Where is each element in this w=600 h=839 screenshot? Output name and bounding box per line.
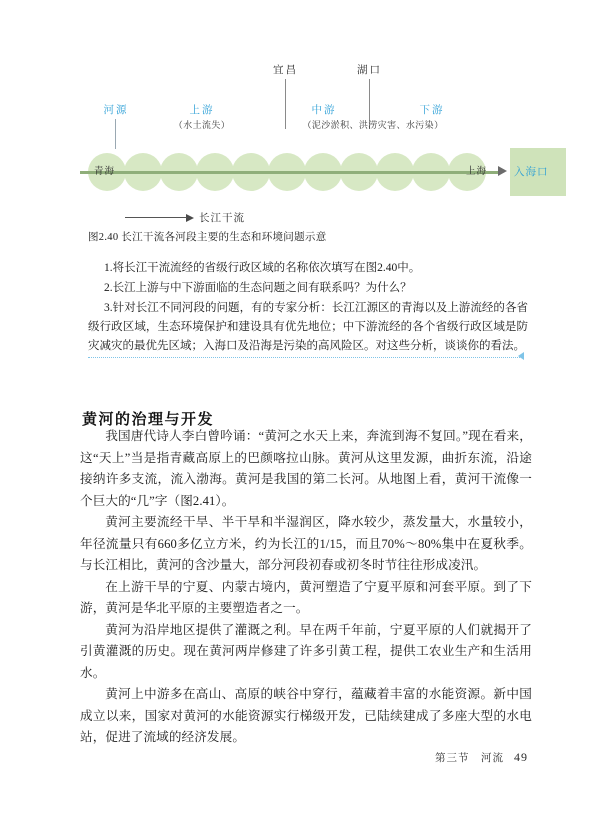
river-flow-arrow-icon (498, 166, 507, 176)
figure-2-40 (80, 62, 549, 232)
legend-label: 长江干流 (199, 213, 245, 224)
segment-label-zhongyou: 中游 (311, 105, 337, 116)
exercise-number-2: 2. (104, 282, 113, 294)
legend-arrow-icon (186, 214, 194, 222)
exercise-list (88, 259, 528, 357)
exercise-text-2: 长江上游与中下游面临的生态问题之间有联系吗？为什么？ (112, 282, 412, 294)
section-body (80, 426, 532, 749)
exercise-item-2 (88, 279, 528, 298)
river-main-line (80, 171, 500, 174)
exercise-text-1: 将长江干流流经的省级行政区域的名称依次填写在图2.40中。 (112, 262, 421, 274)
estuary-label: 入海口 (514, 167, 549, 178)
city-label-hukou: 湖口 (357, 65, 382, 76)
river-band (80, 148, 549, 196)
paragraph-5: 黄河上中游多在高山、高原的峡谷中穿行，蕴藏着丰富的水能资源。新中国成立以来，国家对黄河的水能资源实行梯级开发，已陆续建成了多座大型的水电站，促进了流域的经济发展。 (80, 687, 532, 744)
province-label-qinghai: 青海 (94, 167, 116, 177)
footer-chapter: 第三节 河流 (435, 753, 504, 764)
segment-label-xiayou: 下游 (419, 105, 445, 116)
divider-arrow-icon (518, 352, 524, 360)
section-heading: 黄河的治理与开发 (82, 411, 215, 429)
city-label-yichang: 宜昌 (273, 65, 298, 76)
paragraph-3: 在上游干旱的宁夏、内蒙古境内，黄河塑造了宁夏平原和河套平原。到了下游，黄河是华北平原的主要塑造者之一。 (80, 579, 532, 615)
province-label-shanghai: 上海 (466, 167, 488, 177)
segment-label-shangyou: 上游 (189, 105, 215, 116)
paragraph-1: 我国唐代诗人李白曾吟诵：“黄河之水天上来，奔流到海不复回。”现在看来，这“天上”当是指青藏高原上的巴颜喀拉山脉。黄河从这里发源，曲折东流，沿途接纳许多支流，流入渤海。黄河是我国的第二长河。从地图上看，黄河干流像一个巨大的“几”字（图2.41）。 (80, 429, 532, 508)
footer-page-number: 49 (514, 750, 528, 764)
figure-labels (80, 62, 549, 232)
exercise-number-1: 1. (104, 262, 113, 274)
segment-sub-shangyou: （水土流失） (173, 120, 231, 130)
figure-caption: 图2.40 长江干流各河段主要的生态和环境问题示意 (88, 232, 327, 243)
city-tick-yichang (285, 79, 286, 129)
exercise-item-3 (88, 299, 528, 356)
exercise-number-3: 3. (104, 302, 113, 314)
legend-line (125, 217, 187, 218)
paragraph-2: 黄河主要流经干旱、半干旱和半湿润区，降水较少，蒸发量大，水量较小，年径流量只有660多亿立方米，约为长江的1/15，而且70%～80%集中在夏秋季。与长江相比，黄河的含沙量大，部分河段初春或初冬时节往往形成凌汛。 (80, 515, 532, 572)
page-footer (0, 750, 600, 765)
segment-label-heyuan: 河源 (103, 105, 129, 116)
paragraph-4: 黄河为沿岸地区提供了灌溉之利。早在两千年前，宁夏平原的人们就揭开了引黄灌溉的历史。现在黄河两岸修建了许多引黄工程，提供工农业生产和生活用水。 (80, 622, 532, 680)
exercise-item-1 (88, 259, 528, 278)
figure-legend (125, 210, 245, 225)
segment-sub-zhongyou: （泥沙淤积、洪涝灾害、水污染） (302, 120, 444, 130)
exercise-text-3: 针对长江不同河段的问题，有的专家分析：长江江源区的青海以及上游流经的各省级行政区域，生态环境保护和建设具有优先地位；中下游流经的各个省级行政区域是防灾减灾的最优先区域；入海口及沿海是污染的高风险区。对这些分析，谈谈你的看法。 (88, 302, 528, 352)
segment-tick-heyuan (115, 119, 116, 149)
section-divider (88, 357, 520, 358)
